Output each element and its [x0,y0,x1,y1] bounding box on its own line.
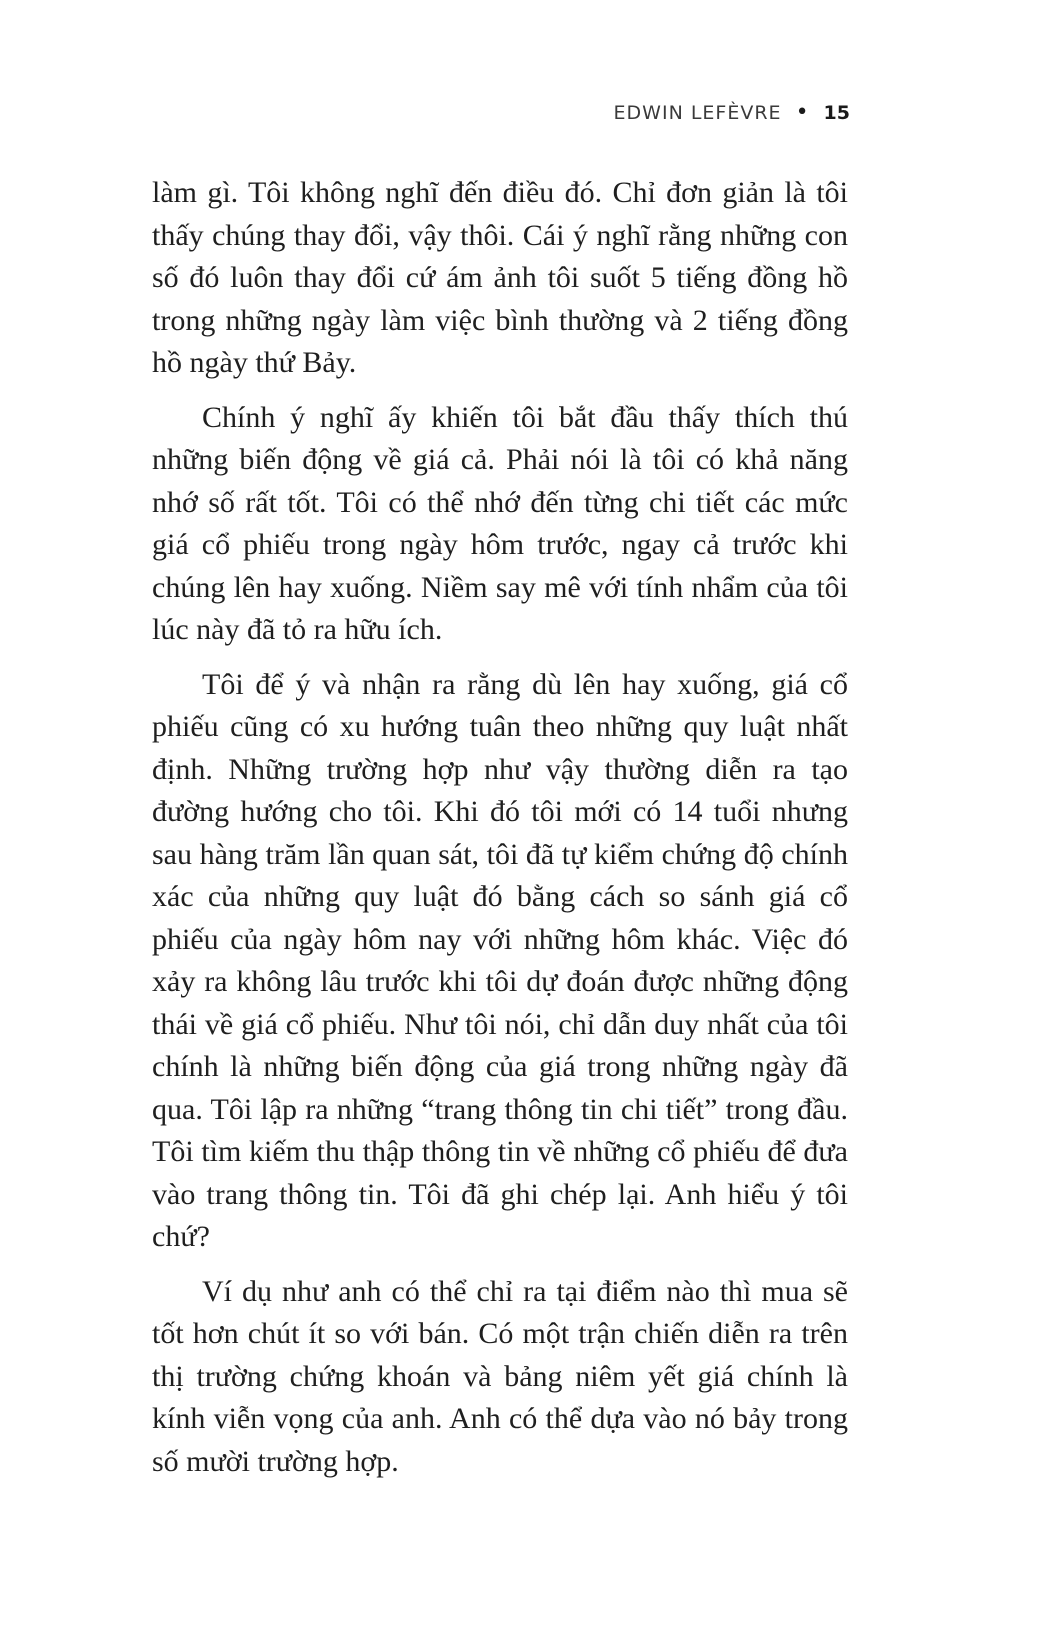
paragraph-continued: làm gì. Tôi không nghĩ đến điều đó. Chỉ đơn giản là tôi thấy chúng thay đổi, vậy thôi. Cái ý nghĩ rằng những con số đó luôn thay đổi cứ ám ảnh tôi suốt 5 tiếng đồng hồ trong những ngày làm việc bình thường và 2 tiếng đồng hồ ngày thứ Bảy. [152,176,848,379]
running-header [614,102,850,124]
page-number: 15 [823,102,850,124]
page-body [152,172,848,1495]
paragraph: Chính ý nghĩ ấy khiến tôi bắt đầu thấy thích thú những biến động về giá cả. Phải nói là tôi có khả năng nhớ số rất tốt. Tôi có thể nhớ đến từng chi tiết các mức giá cổ phiếu trong ngày hôm trước, ngay cả trước khi chúng lên hay xuống. Niềm say mê với tính nhẩm của tôi lúc này đã tỏ ra hữu ích. [152,400,848,646]
header-separator-dot: • [795,100,810,125]
header-author: EDWIN LEFÈVRE [613,102,782,124]
paragraph: Ví dụ như anh có thể chỉ ra tại điểm nào thì mua sẽ tốt hơn chút ít so với bán. Có một trận chiến diễn ra trên thị trường chứng khoán và bảng niêm yết giá chính là kính viễn vọng của anh. Anh có thể dựa vào nó bảy trong số mười trường hợp. [152,1274,848,1478]
paragraph: Tôi để ý và nhận ra rằng dù lên hay xuống, giá cổ phiếu cũng có xu hướng tuân theo những quy luật nhất định. Những trường hợp như vậy thường diễn ra tạo đường hướng cho tôi. Khi đó tôi mới có 14 tuổi nhưng sau hàng trăm lần quan sát, tôi đã tự kiểm chứng độ chính xác của những quy luật đó bằng cách so sánh giá cổ phiếu của ngày hôm nay với những hôm khác. Việc đó xảy ra không lâu trước khi tôi dự đoán được những động thái về giá cổ phiếu. Như tôi nói, chỉ dẫn duy nhất của tôi chính là những biến động của giá trong những ngày đã qua. Tôi lập ra những “trang thông tin chi tiết” trong đầu. Tôi tìm kiếm thu thập thông tin về những cổ phiếu để đưa vào trang thông tin. Tôi đã ghi chép lại. Anh hiểu ý tôi chứ? [152,667,848,1253]
